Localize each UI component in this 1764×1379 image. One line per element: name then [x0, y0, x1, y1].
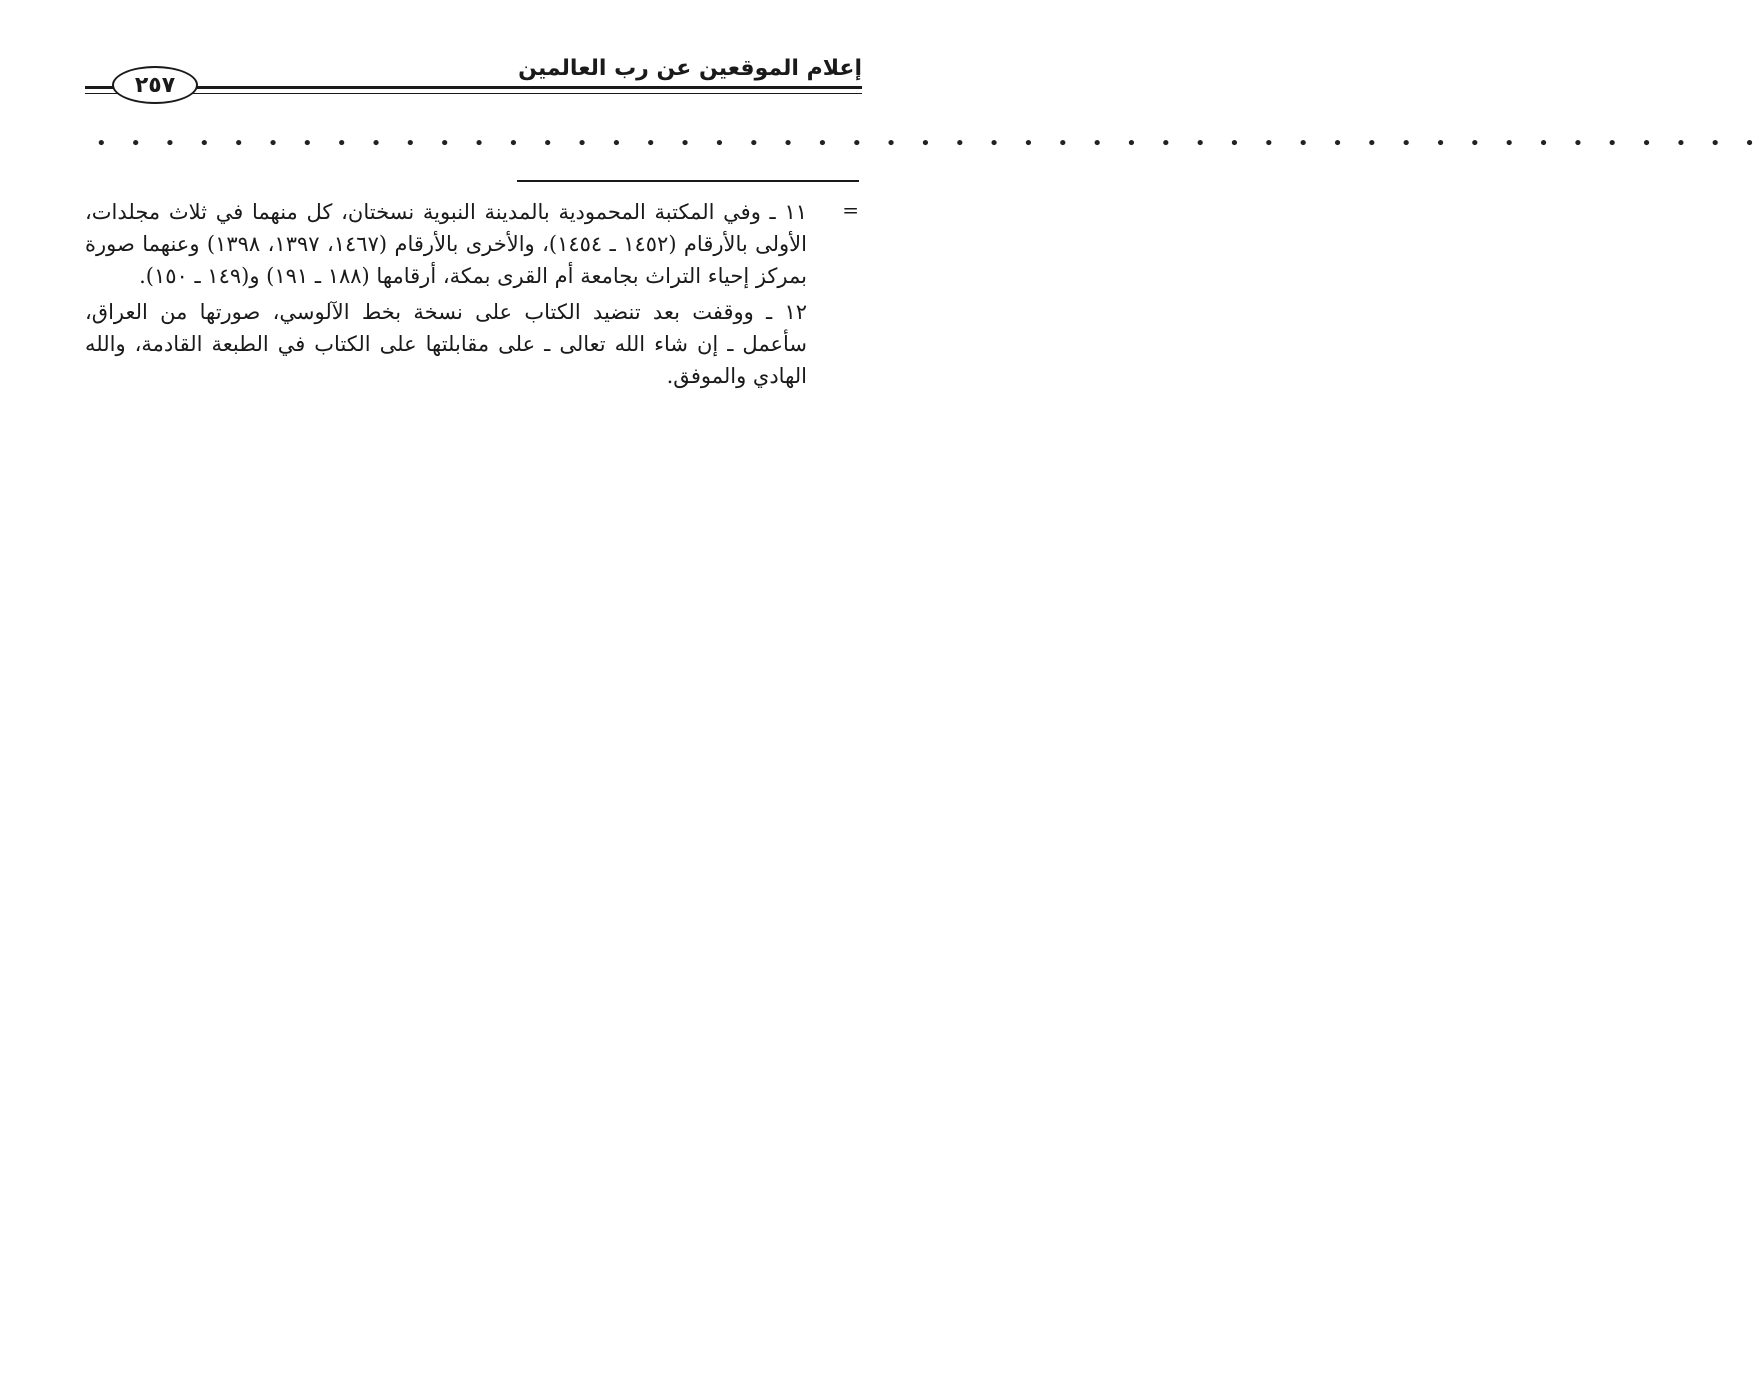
footnote-rule: [517, 180, 859, 182]
footnote-item-11: ١١ ـ وفي المكتبة المحمودية بالمدينة النبوية نسختان، كل منهما في ثلاث مجلدات، الأولى بالأرقام (١٤٥٢ ـ ١٤٥٤)، والأخرى بالأرقام (١٤٦٧، ١٣٩٧، ١٣٩٨) وعنهما صورة بمركز إحياء التراث بجامعة أم القرى بمكة، أرقامها (١٨٨ ـ ١٩١) و(١٤٩ ـ ١٥٠).: [85, 200, 807, 288]
header-rule-thin: [85, 93, 862, 94]
page-number-badge: [112, 66, 198, 104]
running-header-title: إعلام الموقعين عن رب العالمين: [518, 56, 862, 81]
footnotes-block: [85, 196, 807, 396]
header-rule-thick: [85, 86, 862, 89]
footnote-item-12: ١٢ ـ ووقفت بعد تنضيد الكتاب على نسخة بخط الآلوسي، صورتها من العراق، سأعمل ـ إن شاء الله تعالى ـ على مقابلتها على الكتاب في الطبعة القادمة، والله الهادي والموفق.: [85, 300, 807, 388]
page-number: ٢٥٧: [134, 72, 176, 98]
footnote-continuation-mark: =: [842, 198, 859, 222]
dotted-separator: • • • • • • • • • • • • • • • • • • • • • • • • • • • • • • • • • • • • • • • • • • • • • • • • •: [96, 133, 1764, 154]
